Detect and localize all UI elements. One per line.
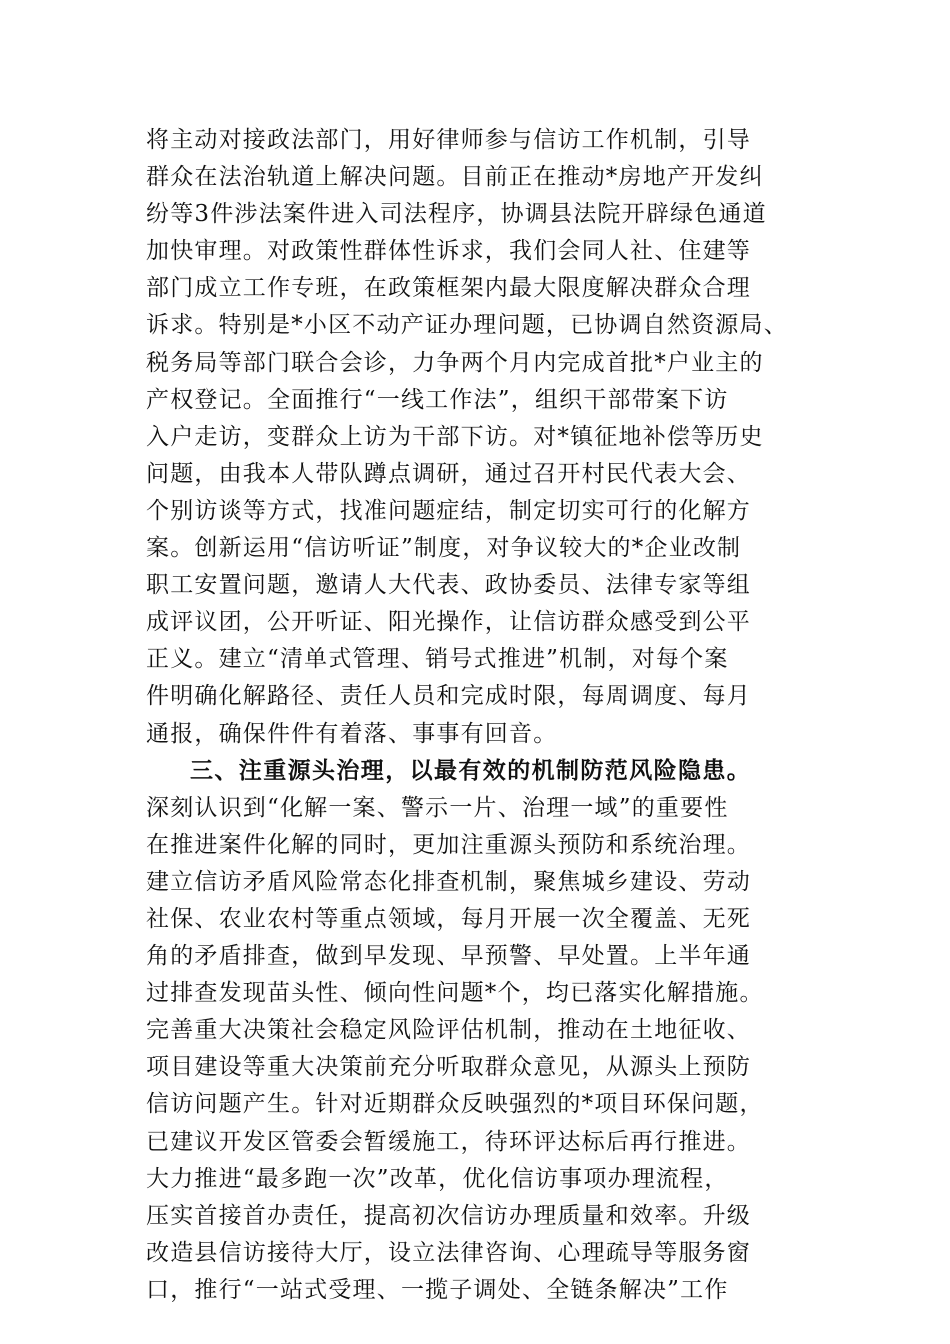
text-line: 在推进案件化解的同时，更加注重源头预防和系统治理。: [146, 831, 751, 858]
text-line: 大力推进“最多跑一次”改革，优化信访事项办理流程，: [146, 1165, 729, 1192]
text-line: 角的矛盾排查，做到早发现、早预警、早处置。上半年通: [146, 943, 751, 970]
text-line: 深刻认识到“化解一案、警示一片、治理一域”的重要性: [146, 794, 729, 821]
text-line: 口，推行“一站式受理、一揽子调处、全链条解决”工作: [146, 1276, 729, 1303]
text-line: 群众在法治轨道上解决问题。目前正在推动*房地产开发纠: [146, 164, 764, 191]
text-line: 成评议团，公开听证、阳光操作，让信访群众感受到公平: [146, 609, 751, 636]
text-line: 信访问题产生。针对近期群众反映强烈的*项目环保问题，: [146, 1091, 764, 1118]
text-line: 诉求。特别是*小区不动产证办理问题，已协调自然资源局、: [146, 312, 788, 339]
section-heading: 三、注重源头治理，以最有效的机制防范风险隐患。: [190, 757, 752, 784]
body-text: [146, 122, 811, 1309]
text-line: 完善重大决策社会稳定风险评估机制，推动在土地征收、: [146, 1017, 751, 1044]
text-line: 税务局等部门联合会诊，力争两个月内完成首批*户业主的: [146, 349, 764, 376]
text-line: 过排查发现苗头性、倾向性问题*个，均已落实化解措施。: [146, 980, 764, 1007]
text-line: 部门成立工作专班，在政策框架内最大限度解决群众合理: [146, 275, 751, 302]
text-line: 加快审理。对政策性群体性诉求，我们会同人社、住建等: [146, 238, 751, 265]
text-line: 入户走访，变群众上访为干部下访。对*镇征地补偿等历史: [146, 423, 764, 450]
text-line: 社保、农业农村等重点领域，每月开展一次全覆盖、无死: [146, 905, 751, 932]
text-line: 压实首接首办责任，提高初次信访办理质量和效率。升级: [146, 1202, 751, 1229]
text-line: 产权登记。全面推行“一线工作法”，组织干部带案下访: [146, 386, 729, 413]
text-line: 职工安置问题，邀请人大代表、政协委员、法律专家等组: [146, 572, 751, 599]
text-line: 正义。建立“清单式管理、销号式推进”机制，对每个案: [146, 646, 729, 673]
text-line: 项目建设等重大决策前充分听取群众意见，从源头上预防: [146, 1054, 751, 1081]
text-line: 通报，确保件件有着落、事事有回音。: [146, 720, 558, 747]
text-line: 纷等3件涉法案件进入司法程序，协调县法院开辟绿色通道: [146, 201, 767, 228]
text-line: 建立信访矛盾风险常态化排查机制，聚焦城乡建设、劳动: [146, 868, 751, 895]
text-line: 件明确化解路径、责任人员和完成时限，每周调度、每月: [146, 683, 751, 710]
text-line: 问题，由我本人带队蹲点调研，通过召开村民代表大会、: [146, 460, 751, 487]
text-line: 改造县信访接待大厅，设立法律咨询、心理疏导等服务窗: [146, 1239, 751, 1266]
text-line: 已建议开发区管委会暂缓施工，待环评达标后再行推进。: [146, 1128, 751, 1155]
text-line: 个别访谈等方式，找准问题症结，制定切实可行的化解方: [146, 497, 751, 524]
text-line: 案。创新运用“信访听证”制度，对争议较大的*企业改制: [146, 535, 742, 562]
text-line: 将主动对接政法部门，用好律师参与信访工作机制，引导: [146, 127, 751, 153]
